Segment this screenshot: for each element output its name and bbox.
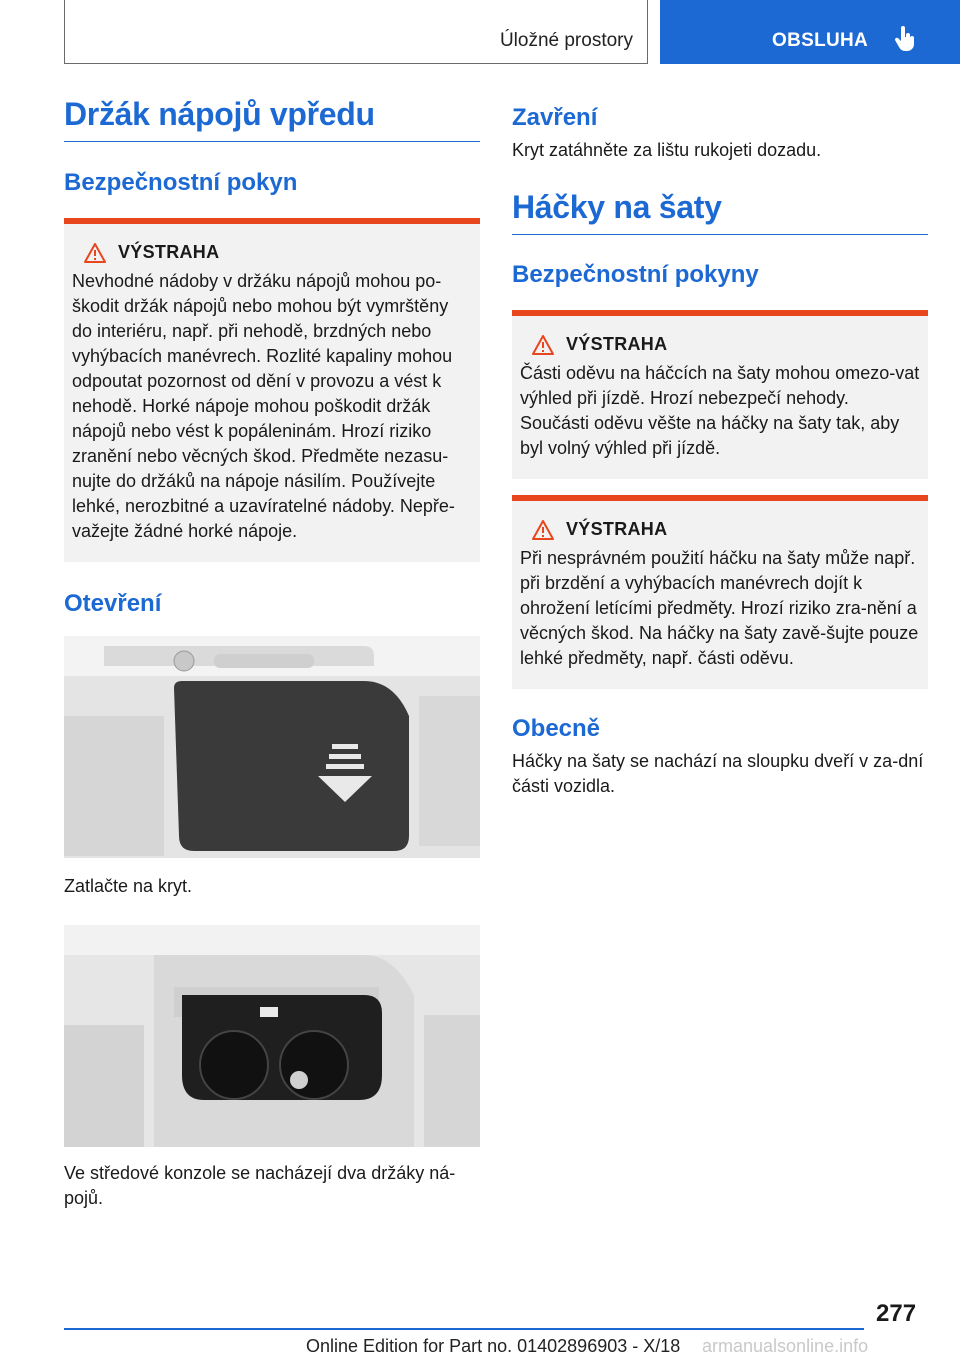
header-tab[interactable] <box>660 0 960 64</box>
header-tab-label: OBSLUHA <box>772 30 869 51</box>
closing-text: Kryt zatáhněte za lištu rukojeti dozadu. <box>512 140 822 160</box>
header-section-title: Úložné prostory <box>499 30 633 51</box>
right-column <box>512 96 928 799</box>
page-title-cup-holder: Držák nápojů vpředu <box>64 96 480 142</box>
warning-triangle-icon <box>520 335 566 355</box>
watermark-text: armanualsonline.info <box>702 1336 869 1356</box>
left-column <box>64 96 480 1211</box>
page-number: 277 <box>876 1300 917 1327</box>
warning-triangle-icon <box>72 243 118 263</box>
safety-heading-hooks: Bezpečnostní pokyny <box>512 261 759 288</box>
general-text: Háčky na šaty se nachází na sloupku dveří v za-dní části vozidla. <box>512 751 924 796</box>
general-heading: Obecně <box>512 715 601 742</box>
closing-heading: Zavření <box>512 104 598 131</box>
safety-heading: Bezpečnostní pokyn <box>64 169 298 196</box>
warning-header <box>72 242 472 263</box>
opening-heading: Otevření <box>64 590 162 617</box>
warning-text-1: Části oděvu na háčcích na šaty mohou omezo-vat výhled při jízdě. Hrozí nebezpečí nehody. Součásti oděvu věšte na háčky na šaty tak, aby byl volný výhled při jízdě. <box>520 363 920 458</box>
warning-label-2: VÝSTRAHA <box>566 519 668 539</box>
warning-text: Nevhodné nádoby v držáku nápojů mohou po-škodit držák nápojů nebo mohou být vymrštěny do interiéru, např. při nehodě, brzdných nebo vyhýbacích manévrech. Rozlité kapaliny mohou odpoutat pozornost od dění v provozu a vést k nehodě. Horké nápoje mohou poškodit držák nápojů nebo vést k popáleninám. Hrozí riziko zranění nebo věcných škod. Předměte nezasu-nujte do držáků na nápoje násilím. Používejte lehké, nerozbitné a uzavíratelné nádoby. Nepře-važejte žádné horké nápoje. <box>72 271 455 541</box>
warning-triangle-icon <box>520 520 566 540</box>
warning-box <box>64 218 480 562</box>
footer-divider <box>64 1328 864 1330</box>
warning-box-1 <box>512 310 928 479</box>
header-section-box <box>64 0 648 64</box>
caption-two-cup-holders: Ve středové konzole se nacházejí dva držáky ná-pojů. <box>64 1163 456 1208</box>
edition-text: Online Edition for Part no. 01402896903 - X/18 <box>306 1336 681 1356</box>
warning-header-2 <box>520 519 920 540</box>
warning-text-2: Při nesprávném použití háčku na šaty může např. při brzdění a vyhýbacích manévrech dojít k ohrožení letícími předměty. Hrozí riziko zra-nění a věcných škod. Na háčky na šaty zavě-šujte pouze lehké předměty, např. části oděvu. <box>520 548 919 668</box>
hand-pointer-icon <box>894 26 916 57</box>
warning-header-1 <box>520 334 920 355</box>
warning-label: VÝSTRAHA <box>118 242 220 262</box>
caption-push-cover: Zatlačte na kryt. <box>64 876 193 896</box>
warning-box-2 <box>512 495 928 689</box>
page-title-coat-hooks: Háčky na šaty <box>512 189 928 235</box>
console-cover-photo <box>64 636 480 858</box>
cup-holders-photo <box>64 925 480 1147</box>
warning-label-1: VÝSTRAHA <box>566 334 668 354</box>
